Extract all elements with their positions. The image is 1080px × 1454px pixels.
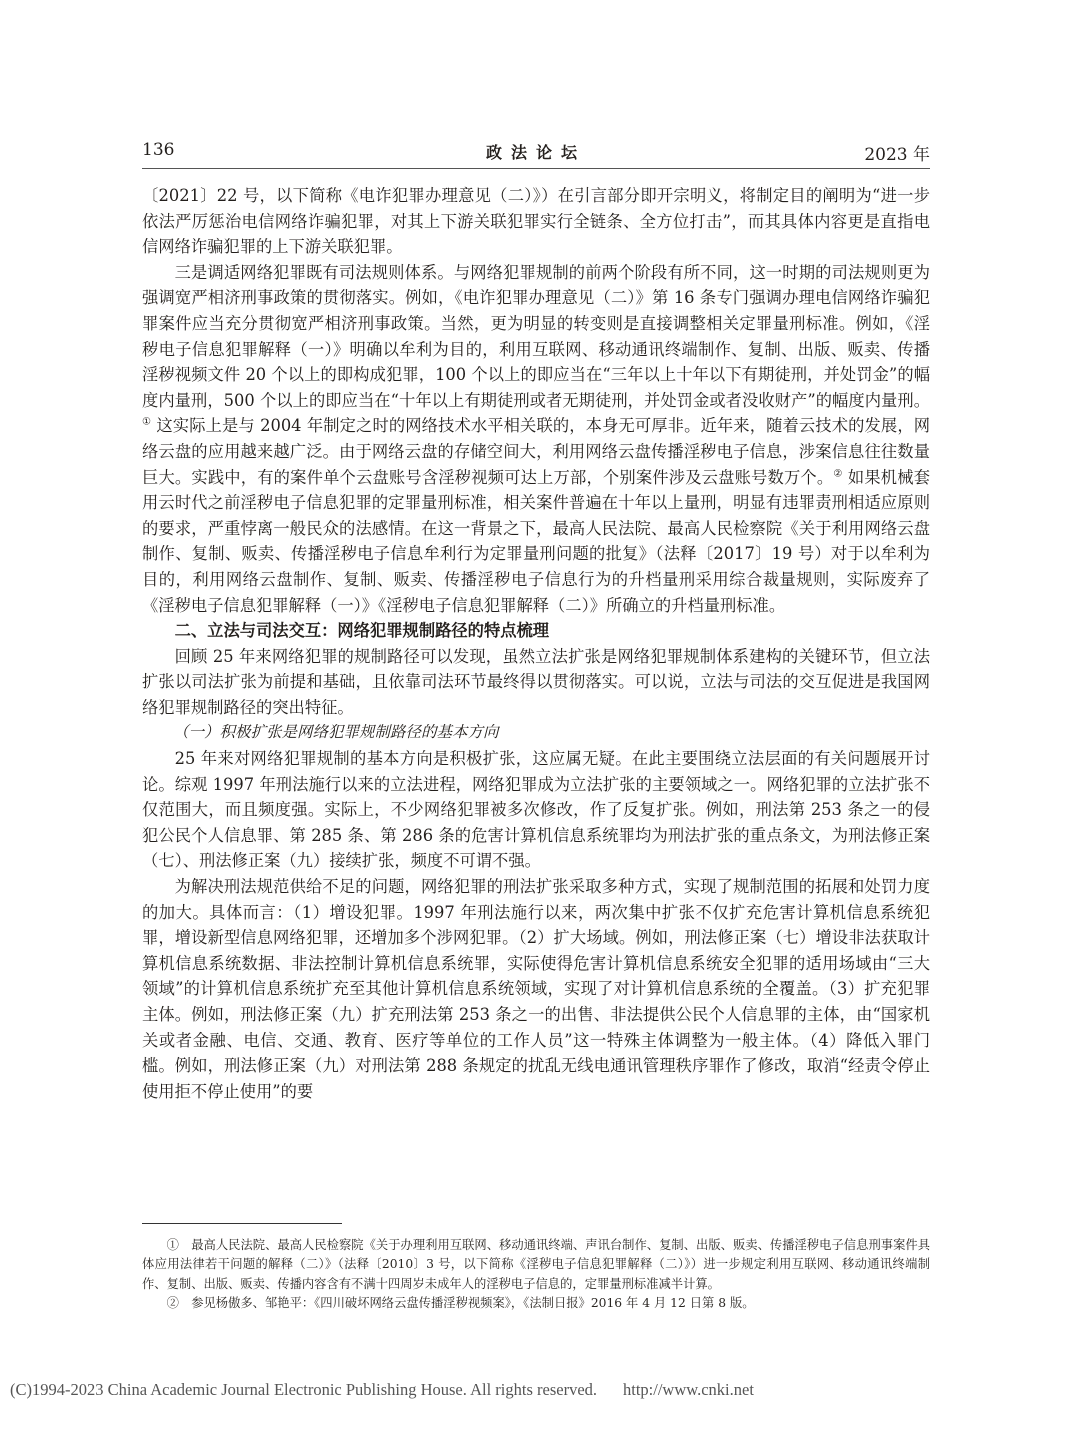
paragraph: 回顾 25 年来网络犯罪的规制路径可以发现，虽然立法扩张是网络犯罪规制体系建构的关键环节，但立法扩张以司法扩张为前提和基础，且依靠司法环节最终得以贯彻落实。可以说，立法与司法的交互促进是我国网络犯罪规制路径的突出特征。 [142,646,930,717]
footnotes [142,1236,930,1313]
running-header [142,140,930,164]
cnki-link[interactable]: http://www.cnki.net [623,1380,754,1399]
paragraph [142,260,930,618]
header-rule [142,168,930,169]
paragraph: 〔2021〕22 号，以下简称《电诈犯罪办理意见（二）》）在引言部分即开宗明义，将制定目的阐明为“进一步依法严厉惩治电信网络诈骗犯罪，对其上下游关联犯罪实行全链条、全方位打击”，而其具体内容更是直指电信网络诈骗犯罪的上下游关联犯罪。 [142,186,930,257]
paragraph-text: 这实际上是与 2004 年制定之时的网络技术水平相关联的，本身无可厚非。近年来，随着云技术的发展，网络云盘的应用越来越广泛。由于网络云盘的存储空间大，利用网络云盘传播淫秽电子信息，涉案信息往往数量巨大。实践中，有的案件单个云盘账号含淫秽视频可达上万部，个别案件涉及云盘账号数万个。 [142,416,931,487]
paragraph: 25 年来对网络犯罪规制的基本方向是积极扩张，这应属无疑。在此主要围绕立法层面的有关问题展开讨论。综观 1997 年刑法施行以来的立法进程，网络犯罪成为立法扩张的主要领域之一。网络犯罪的立法扩张不仅范围大，而且频度强。实际上，不少网络犯罪被多次修改，作了反复扩张。例如，刑法第 253 条之一的侵犯公民个人信息罪、第 285 条、第 286 条的危害计算机信息系统罪均为刑法扩张的重点条文，为刑法修正案（七）、刑法修正案（九）接续扩张，频度不可谓不强。 [142,749,930,871]
subsection-heading: （一）积极扩张是网络犯罪规制路径的基本方向 [173,723,499,742]
paragraph: 为解决刑法规范供给不足的问题，网络犯罪的刑法扩张采取多种方式，实现了规制范围的拓展和处罚力度的加大。具体而言：（1）增设犯罪。1997 年刑法施行以来，两次集中扩张不仅扩充危害计算机信息系统犯罪，增设新型信息网络犯罪，还增加多个涉网犯罪。（2）扩大场域。例如，刑法修正案（七）增设非法获取计算机信息系统数据、非法控制计算机信息系统罪，实际使得危害计算机信息系统安全犯罪的适用场域由“三大领域”的计算机信息系统扩充至其他计算机信息系统领域，实现了对计算机信息系统的全覆盖。（3）扩充犯罪主体。例如，刑法修正案（九）扩充刑法第 253 条之一的出售、非法提供公民个人信息罪的主体，由“国家机关或者金融、电信、交通、教育、医疗等单位的工作人员”这一特殊主体调整为一般主体。（4）降低入罪门槛。例如，刑法修正案（九）对刑法第 288 条规定的扰乱无线电通讯管理秩序罪作了修改，取消“经责令停止使用拒不停止使用”的要 [142,877,930,1101]
copyright-notice: (C)1994-2023 China Academic Journal Electronic Publishing House. All rights reserved. [10,1380,598,1399]
paragraph-text: 三是调适网络犯罪既有司法规则体系。与网络犯罪规制的前两个阶段有所不同，这一时期的司法规则更为强调宽严相济刑事政策的贯彻落实。例如，《电诈犯罪办理意见（二）》第 16 条专门强调办理电信网络诈骗犯罪案件应当充分贯彻宽严相济刑事政策。当然，更为明显的转变则是直接调整相关定罪量刑标准。例如，《淫秽电子信息犯罪解释（一）》明确以牟利为目的，利用互联网、移动通讯终端制作、复制、出版、贩卖、传播淫秽视频文件 20 个以上的即构成犯罪，100 个以上的即应当在“三年以上十年以下有期徒刑，并处罚金”的幅度内量刑，500 个以上的即应当在“十年以上有期徒刑或者无期徒刑，并处罚金或者没收财产”的幅度内量刑。 [142,262,930,410]
copyright-line [10,1380,1070,1400]
article-body [142,183,930,1104]
header-year: 2023 年 [864,145,930,165]
footnote-rule [142,1223,342,1224]
footnote-2: ② 参见杨傲多、邹艳平：《四川破坏网络云盘传播淫秽视频案》，《法制日报》2016 年 4 月 12 日第 8 版。 [166,1295,755,1310]
footnote-marker[interactable]: ① [142,416,152,428]
footnote-marker[interactable]: ② [833,468,843,480]
page-number: 136 [142,140,175,160]
footnote-1: ① 最高人民法院、最高人民检察院《关于办理利用互联网、移动通讯终端、声讯台制作、复制、出版、贩卖、传播淫秽电子信息刑事案件具体应用法律若干问题的解释（二）》（法释〔2010〕3 号，以下简称《淫秽电子信息犯罪解释（二）》）进一步规定利用互联网、移动通讯终端制作、复制、出版、贩卖、传播内容含有不满十四周岁未成年人的淫秽电子信息的，定罪量刑标准减半计算。 [142,1238,930,1291]
section-heading: 二、立法与司法交互：网络犯罪规制路径的特点梳理 [174,621,550,641]
journal-title: 政法论坛 [485,143,586,162]
paragraph-text: 如果机械套用云时代之前淫秽电子信息犯罪的定罪量刑标准，相关案件普遍在十年以上量刑，明显有违罪责刑相适应原则的要求，严重悖离一般民众的法感情。在这一背景之下，最高人民法院、最高人民检察院《关于利用网络云盘制作、复制、贩卖、传播淫秽电子信息牟利行为定罪量刑问题的批复》（法释〔2017〕19 号）对于以牟利为目的，利用网络云盘制作、复制、贩卖、传播淫秽电子信息行为的升档量刑采用综合裁量规则，实际废弃了《淫秽电子信息犯罪解释（一）》《淫秽电子信息犯罪解释（二）》所确立的升档量刑标准。 [142,467,930,615]
